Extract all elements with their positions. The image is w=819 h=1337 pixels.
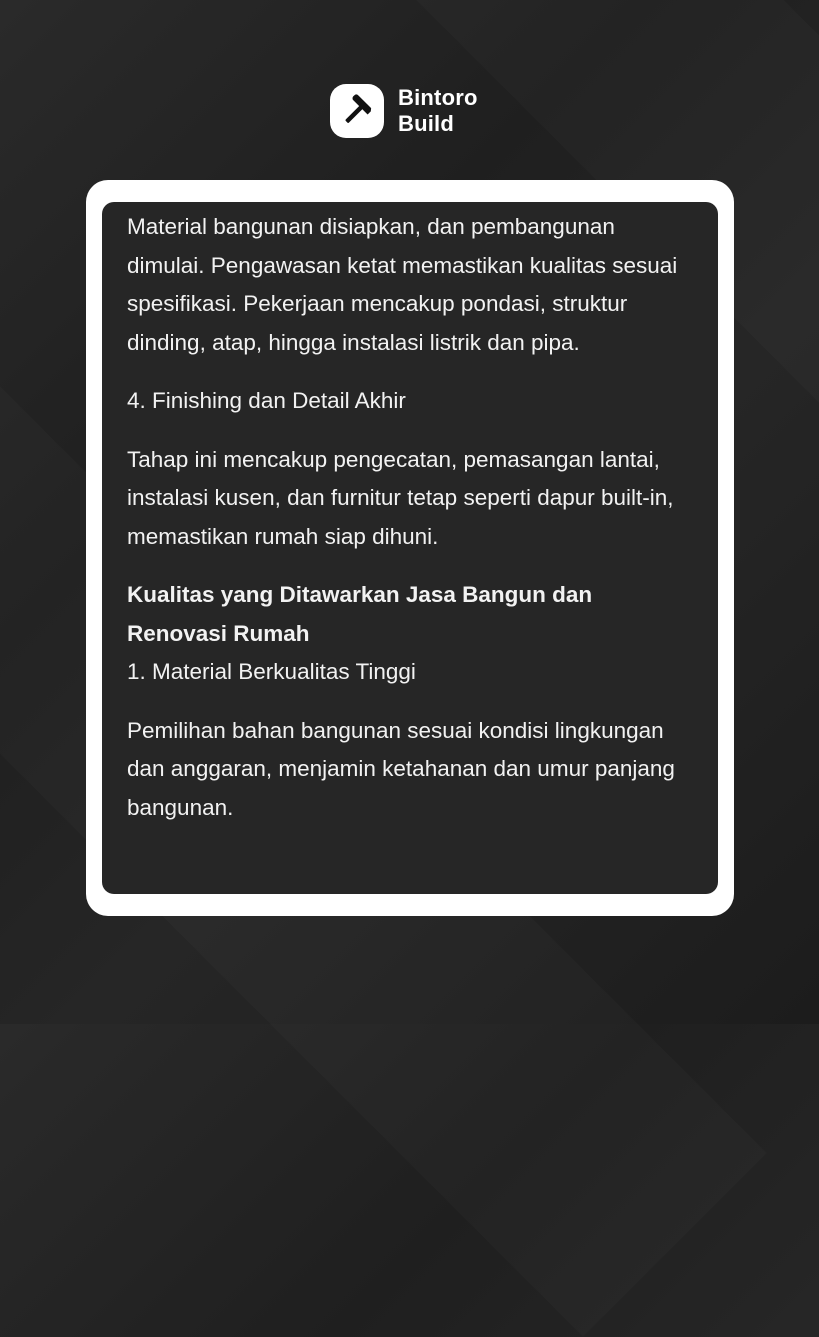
brand bbox=[330, 84, 478, 138]
paragraph-construction: Material bangunan disiapkan, dan pembangunan dimulai. Pengawasan ketat memastikan kualitas sesuai spesifikasi. Pekerjaan mencakup pondasi, struktur dinding, atap, hingga instalasi listrik dan pipa. bbox=[127, 214, 678, 355]
brand-name-line2: Build bbox=[398, 111, 454, 136]
section-heading-quality: Kualitas yang Ditawarkan Jasa Bangun dan Renovasi Rumah bbox=[127, 582, 593, 646]
brand-name bbox=[398, 85, 478, 137]
hammer-icon bbox=[339, 93, 375, 129]
paragraph-material: Pemilihan bahan bangunan sesuai kondisi lingkungan dan anggaran, menjamin ketahanan dan umur panjang bangunan. bbox=[127, 717, 675, 820]
point-heading-material: 1. Material Berkualitas Tinggi bbox=[127, 659, 416, 684]
brand-name-line1: Bintoro bbox=[398, 85, 478, 110]
paragraph-finishing: Tahap ini mencakup pengecatan, pemasangan lantai, instalasi kusen, dan furnitur tetap seperti dapur built-in, memastikan rumah siap dihuni. bbox=[127, 446, 674, 549]
content-card-frame bbox=[86, 180, 734, 916]
brand-logo bbox=[330, 84, 384, 138]
step-heading-finishing: 4. Finishing dan Detail Akhir bbox=[127, 388, 406, 413]
content-card bbox=[102, 202, 718, 894]
